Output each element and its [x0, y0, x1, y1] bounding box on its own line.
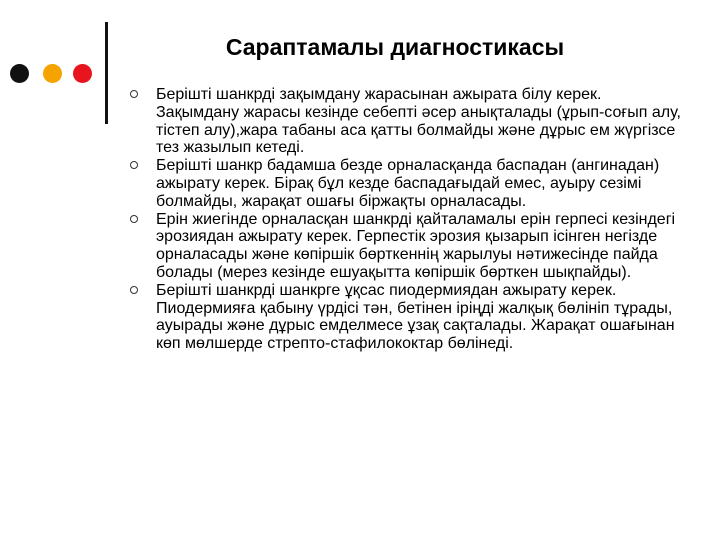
bullet-item [130, 282, 685, 353]
red-dot-icon [73, 64, 92, 83]
hollow-circle-bullet-icon [130, 90, 138, 98]
bullet-item [130, 211, 685, 282]
hollow-circle-bullet-icon [130, 286, 138, 294]
bullet-item [130, 157, 685, 210]
vertical-divider [105, 22, 108, 124]
bullet-list [130, 86, 685, 353]
bullet-item [130, 86, 685, 157]
black-dot-icon [10, 64, 29, 83]
orange-dot-icon [43, 64, 62, 83]
bullet-text: Берішті шанкрді зақымдану жарасынан ажырата білу керек. Зақымдану жарасы кезінде себепті әсер анықталады (ұрып-соғып алу, тістеп алу),жара табаны аса қатты болмайды және дұрыс ем жүргізсе тез жазылып кетеді. [156, 86, 681, 157]
hollow-circle-bullet-icon [130, 161, 138, 169]
bullet-text: Ерін жиегінде орналасқан шанкрді қайталамалы ерін герпесі кезіндегі эрозиядан ажырату керек. Герпестік эрозия қызарып ісінген негізде орналасады және көпіршік бөрткеннің жарылуы нәтижесінде пайда болады (мерез кезінде ешуақытта көпіршік бөрткен шықпайды). [156, 210, 676, 281]
slide-title: Сараптамалы диагностикасы [225, 34, 565, 60]
hollow-circle-bullet-icon [130, 215, 138, 223]
decorative-dots [10, 64, 100, 84]
bullet-text: Берішті шанкр бадамша безде орналасқанда баспадан (ангинадан) ажырату керек. Бірақ бұл кезде баспадағыдай емес, ауыру сезімі болмайды, жарақат ошағы біржақты орналасады. [156, 157, 660, 210]
bullet-text: Берішті шанкрді шанкрге ұқсас пиодермиядан ажырату керек. Пиодермияға қабыну үрдісі тән, бетінен іріңді жалқық бөлініп тұрады, ауырады және дұрыс емделмесе ұзақ сақталады. Жарақат ошағынан көп мөлшерде стрепто-стафилококтар бөлінеді. [156, 281, 675, 353]
